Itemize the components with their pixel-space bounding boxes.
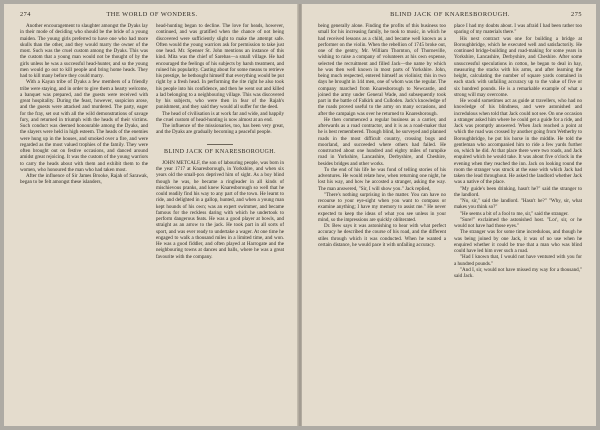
paragraph: His next contract was one for building a bridge at Boroughbridge, which he executed well and satisfactorily. He continued bridge-building and road-making for some years in Yorkshire, Lancashire, Derbyshire, and Cheshire. After some unsuccessful speculations in cotton, he began to deal in hay, measuring the stacks with his arms, and after learning the height, calculating the number of square yards contained in each stack with unfailing accuracy up to the value of five or six hundred pounds. He is a remarkable example of what a strong will may overcome. — [454, 35, 582, 98]
right-running-head — [318, 11, 582, 21]
paragraph: The influence of the missionaries, too, has been very great, and the Dyaks are gradually becoming a peaceful people. — [156, 123, 284, 136]
left-column-1 — [20, 23, 148, 416]
paragraph: To the end of his life he was fond of telling stories of his adventures. He would relate how, when returning one night, he lost his way, and how he accosted a stranger, asking the way. The man answered, "Sir, I will show you." Jack replied, — [318, 166, 446, 192]
running-title: THE WORLD OF WONDERS. — [106, 11, 198, 18]
paragraph: being generally alone. Finding the profits of this business too small for his increasing family, he took to music, in which he had received lessons as a child, and became well known as a performer on the violin. When the rebellion of 1745 broke out, one of the gentry, Mr. William Thornton, of Thorneville, wishing to raise a company of volunteers at his own expense, selected the recruitment and filled Jack—the name by which he was then well known in most parts of Yorkshire. John, being much respected, entered himself as violinist; this in two days he brought in 144 men, one of whom was the regular. The company marched from Knaresborough to Newcastle, and joined the army under General Wade, and subsequently took part in the battle of Falkirk and Culloden. Jack's knowledge of the roads proved useful to the army on many occasions, and after the campaign was over he returned to Knaresborough. — [318, 23, 446, 117]
paragraph: He then commenced a regular business as a carrier, and afterwards as a road contractor, and it is as a road-maker that he is best remembered. Though blind, he surveyed and planned roads in the most difficult country, crossing bogs and moorland, and succeeded where others had failed. He constructed about one hundred and eighty miles of turnpike road in Yorkshire, Lancashire, Derbyshire, and Cheshire, besides bridges and other works. — [318, 116, 446, 167]
left-columns — [20, 23, 284, 416]
right-column-1 — [318, 23, 446, 416]
paragraph: head-hunting began to decline. The love for heads, however, continued, and was gratified when the chance of not being discovered were sufficiently slight to make the attempt safe. Often would the young warriors ask for permission to take just one head. Mr. Spenser St. John mentions an instance of this kind. Mita was the chief of Sarebas—a small village. He had encouraged the feelings of his subjects by harsh treatment, and ruined his popularity. Casting about for some means to retrieve his prestige, he bethought himself that everything would be put right by a fresh head. In performing the rite right he also took his people into his confidence, and then he went out and killed a lad belonging to a neighbouring village. This was discovered by his subjects, who were then in fear of the Rajah's punishment, and they said they would all suffer for the deed. — [156, 23, 284, 111]
paragraph: place I had my doubts about. I was afraid I had been rather too sparing of my materials there." — [454, 23, 582, 36]
paragraph: JOHN METCALF, the son of labouring people, was born in the year 1717 at Knaresborough, in Yorkshire, and when six years old the small-pox deprived him of sight. As a boy blind though he was, he became a ringleader in all kinds of mischievous pranks, and knew Knaresborough so well that he could readily find his way to any part of the town. He learnt to ride, and delighted in a gallop, hunted, and when a young man kept hounds of his own; was an expert swimmer, and became famous for the reckless daring with which he undertook to perform dangerous feats. He was a good player at bowls, and straight as an arrow to the jack. He took part in all sorts of sport, and was ever ready to undertake a wager. At one time he engaged to walk a thousand miles in a limited time, and won. He was a good fiddler, and often played at Harrogate and the neighbouring towns at dances and balls, where he was a great favourite with the company. — [156, 159, 284, 260]
paragraph: "And I, sir, would not have missed my way for a thousand," said Jack. — [454, 266, 582, 279]
paragraph: The head of civilisation is at work far and wide, and happily the cruel custom of head-hunting is now almost at an end. — [156, 110, 284, 123]
paragraph: He would sometimes act as guide at travellers, who had no knowledge of his blindness, and were astonished and incredulous when told that Jack could not see. On one occasion a stranger asked him where he could get a guide for a ride, and Jack was promptly answered. When Jack reached a point at which the road was crossed by another going from Wetherby to Boroughbridge, he put his horse in the middle. He told the gentleman who accompanied him to ride a few yards further on, which he did. At that place there were two roads, and Jack enquired which he would take. It was about five o'clock in the evening when they reached the inn. Jack on looking round the room the stranger was struck at the ease with which Jack had taken the lead throughout. He asked the landlord whether Jack was a native of the place. — [454, 98, 582, 186]
paragraph: "Sure!" exclaimed the astonished host. "Lor', sir, or he would not have had those eyes." — [454, 216, 582, 229]
paragraph: "My guide's been drinking, hasn't he?" said the stranger to the landlord. — [454, 185, 582, 198]
page-number: 274 — [20, 11, 31, 18]
right-column-2 — [454, 23, 582, 416]
paragraph: After the influence of Sir James Brooke, Rajah of Sarawak, began to be felt amongst these islanders, — [20, 173, 148, 186]
left-running-head — [20, 11, 284, 21]
running-title: BLIND JACK OF KNARESBOROUGH. — [390, 11, 510, 18]
right-columns — [318, 23, 582, 416]
section-divider — [207, 144, 233, 145]
left-page — [4, 4, 298, 426]
paragraph: "No, sir," said the landlord. "Hasn't he?" "Why, sir, what makes you think so?" — [454, 198, 582, 211]
left-column-2 — [156, 23, 284, 416]
paragraph: "There's nothing surprising in the matter. You can have no recourse to your eye-sight when you want to compass or examine anything; I have my memory to assist me." He never expected to keep the ideas of what you see unless in your mind, so the impressions are quickly obliterated. — [318, 191, 446, 223]
paragraph: Dr. Bew says it was astonishing to hear with what perfect accuracy he described the course of his road, and the different stiles through which it was conducted. When he wanted a certain distance, he would pace it with unfailing accuracy. — [318, 223, 446, 248]
page-number: 275 — [571, 11, 582, 18]
paragraph: Another encouragement to slaughter amongst the Dyaks lay in their mode of deciding who should be the bride of a young maiden. The young girls preferred to have one who had more skulls than the other, and they would marry the owner of the most. Such was the cruel custom among the Dyaks. This was the custom that a young man would not be thought of by the girls unless he was a successful head-hunter, and so the young men would go out to kill people and bring home heads. They had to kill many before they could marry. — [20, 23, 148, 79]
paragraph: "Had I known that, I would not have ventured with you for a hundred pounds." — [454, 254, 582, 267]
paragraph: "He seems a bit of a fool to me, sir," said the stranger. — [460, 210, 569, 217]
section-title: BLIND JACK OF KNARESBOROUGH. — [164, 148, 276, 155]
paragraph: The stranger was for some time incredulous, and though he was being joined by one Jack, it was of no use when he enquired whether it could be true that a man who was blind could have led him over such a road. — [454, 229, 582, 254]
paragraph: With a Kayan tribe of Dyaks a few members of a friendly tribe were staying, and in order to give them a hearty welcome, a banquet was prepared, and the guests were received with great hospitality. During the feast, however, suspicion arose, and the guests were attacked and murdered. The party, eager for the fray, set out with all the wild demonstrations of savage fury, and returned in triumph with the heads of their victims. Such conduct was deemed honourable among the Dyaks, and the slayers were held in high esteem. The heads of the enemies were hung up in the houses, and smoked over a fire, and were regarded as the most valued trophies of the family. They were often brought out on festive occasions, and danced around amidst great rejoicing. It was the custom of the young warriors to carry the heads about with them and exhibit them to the women, who honoured the man who had taken most. — [20, 79, 148, 173]
right-page — [302, 4, 596, 426]
